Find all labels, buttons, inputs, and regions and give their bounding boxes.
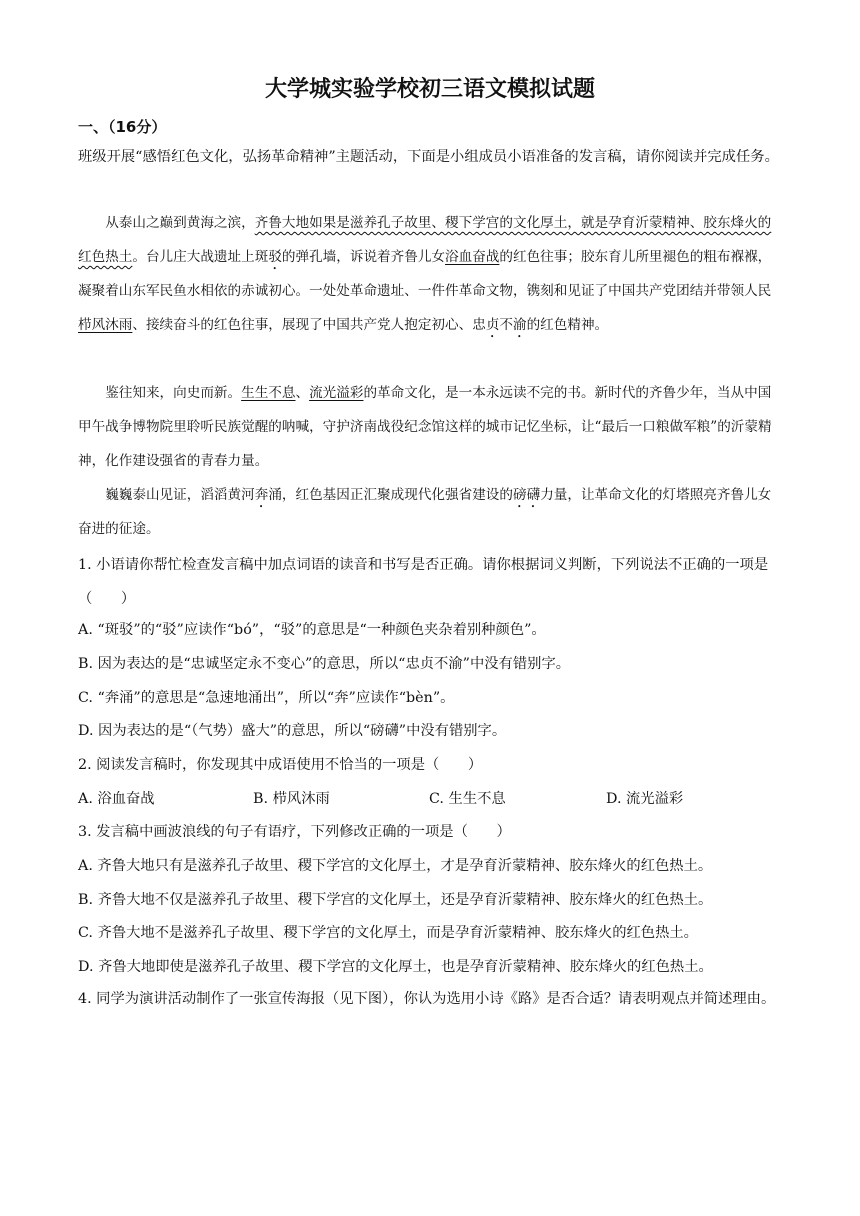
passage-text: 的革命文化，是一本永远读不完的书。新时代的齐鲁少年，当从中国甲午战争博物院里聆听民族觉醒的呐喊，守护济南战役纪念馆这样的城市记忆坐标，让“最后一口粮做军粮”的沂蒙精神，化作建设强省的青春力量。 (78, 385, 772, 469)
passage-text: 、接续奋斗的红色往事，展现了中国共产党人抱定初心、忠 (132, 317, 486, 333)
dotted-character: 贞 (485, 317, 500, 333)
passage-text: 的红色往事；胶东育儿所里褪色的粗布褓褓，凝聚着山东军民鱼水相依的赤诚初心。一处处革命遗址、一件件革命文物，镌刻和见证了中国共产党团结并带领人民 (78, 249, 772, 299)
question-3-option-b: B. 齐鲁大地不仅是滋养孔子故里、稷下学宫的文化厚土，还是孕育沂蒙精神、胶东烽火的红色热土。 (78, 892, 713, 908)
question-2-option-c: C. 生生不息 (429, 791, 506, 807)
passage-text: 、 (295, 385, 310, 401)
underlined-idiom: 流光溢彩 (309, 385, 364, 401)
task-intro: 班级开展“感悟红色文化，弘扬革命精神”主题活动，下面是小组成员小语准备的发言稿，请你阅读并完成任务。 (78, 149, 779, 165)
question-1-stem: 1. 小语请你帮忙检查发言稿中加点词语的读音和书写是否正确。请你根据词义判断，下列说法不正确的一项是（ ） (78, 557, 769, 607)
question-3-option-c: C. 齐鲁大地不是滋养孔子故里、稷下学宫的文化厚土，而是孕育沂蒙精神、胶东烽火的红色热土。 (78, 925, 698, 941)
passage-text: 的弹孔墙，诉说着齐鲁儿女 (281, 249, 446, 265)
question-1-option-d: D. 因为表达的是“（气势）盛大”的意思，所以“磅礴”中没有错别字。 (78, 723, 507, 739)
section-heading: 一、（16分） (78, 118, 167, 136)
wavy-underlined-sentence: 齐鲁大地如果是滋养孔子故里、稷下学宫的文化厚土，就是孕育沂蒙精神、胶东烽火的红色热土 (78, 215, 772, 265)
question-2-option-a: A. 浴血奋战 (78, 791, 155, 807)
question-1-option-b: B. 因为表达的是“忠诚坚定永不变心”的意思，所以“忠贞不渝”中没有错别字。 (78, 656, 571, 672)
passage-text: 。台儿庄大战遗址上斑 (132, 249, 269, 265)
question-4-stem: 4. 同学为演讲活动制作了一张宣传海报（见下图），你认为选用小诗《路》是否合适？请表明观点并简述理由。 (78, 991, 776, 1007)
question-3-stem: 3. 发言稿中画波浪线的句子有语疗，下列修改正确的一项是（ ） (78, 824, 511, 840)
dotted-word: 磅礴 (513, 487, 541, 503)
passage-text: 力量，让革命文化的灯塔照亮齐鲁儿女奋进的征途。 (78, 487, 772, 537)
dotted-character: 奔 (254, 487, 269, 503)
question-1-option-c: C. “奔涌”的意思是“急速地涌出”，所以“奔”应读作“bèn”。 (78, 690, 455, 706)
passage-paragraph-2 (78, 376, 782, 478)
question-2-option-b: B. 栉风沐雨 (253, 791, 330, 807)
passage-paragraph-1 (78, 206, 782, 342)
question-2-option-d: D. 流光溢彩 (606, 791, 684, 807)
passage-text: 巍巍泰山见证，滔滔黄河 (105, 487, 255, 503)
passage-text: 鉴往知来，向史而新。 (105, 385, 242, 401)
passage-text: 的红色精神。 (526, 317, 609, 333)
underlined-idiom: 栉风沐雨 (78, 317, 133, 333)
dotted-character: 驳 (268, 249, 282, 265)
passage-text: 从泰山之巅到黄海之滨， (105, 215, 255, 231)
question-1-option-a: A. “斑驳”的“驳”应读作“bó”，“驳”的意思是“一种颜色夹杂着别种颜色”。 (78, 622, 546, 638)
passage-text: 涌，红色基因正汇聚成现代化强省建设的 (268, 487, 513, 503)
dotted-character: 渝 (513, 317, 527, 333)
underlined-idiom: 生生不息 (241, 385, 296, 401)
page-title: 大学城实验学校初三语文模拟试题 (264, 77, 595, 102)
underlined-idiom: 浴血奋战 (445, 249, 500, 265)
passage-text: 不 (499, 317, 513, 333)
question-3-option-a: A. 齐鲁大地只有是滋养孔子故里、稷下学宫的文化厚土，才是孕育沂蒙精神、胶东烽火的红色热土。 (78, 858, 713, 874)
passage-paragraph-3 (78, 478, 782, 546)
question-3-option-d: D. 齐鲁大地即使是滋养孔子故里、稷下学宫的文化厚土，也是孕育沂蒙精神、胶东烽火的红色热土。 (78, 959, 713, 975)
question-2-stem: 2. 阅读发言稿时，你发现其中成语使用不恰当的一项是（ ） (78, 757, 483, 773)
